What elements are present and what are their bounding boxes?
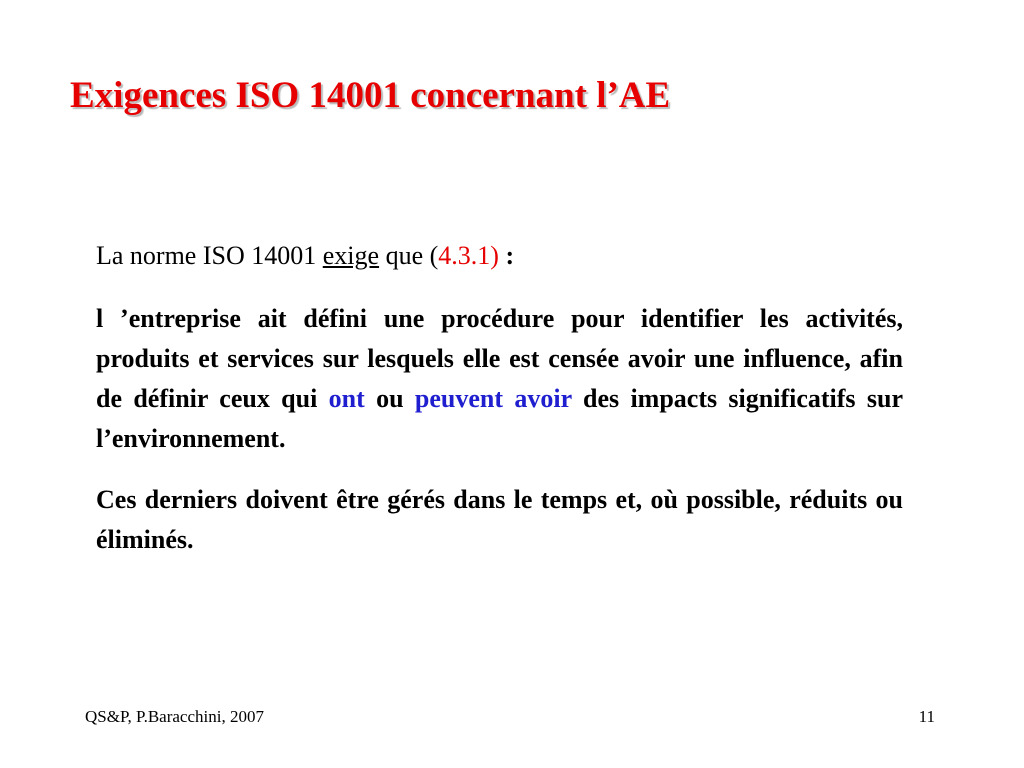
paragraph-requirement [96,299,903,459]
intro-lead: La norme ISO 14001 [96,241,323,270]
intro-middle: que ( [379,241,439,270]
paragraph-1-text-a: l ’entreprise ait défini une procédure pour identifier les activités, produits et services sur lesquels elle est censée avoir une influence, afin de définir ceux qui [96,304,903,413]
paragraph-management: Ces derniers doivent être gérés dans le temps et, où possible, réduits ou éliminés. [96,485,903,554]
paragraph-1-highlight-ont: ont [328,384,365,413]
paragraph-1-text-b: ou [364,384,415,413]
paragraph-1-text-c: des impacts significatifs sur l’environnement. [96,384,903,453]
paragraph-1-highlight-peuvent-avoir: peuvent avoir [414,384,572,413]
footer-credit: QS&P, P.Baracchini, 2007 [85,707,264,726]
page-number: 11 [918,707,935,726]
slide-title: Exigences ISO 14001 concernant l’AE [70,75,671,116]
intro-colon: : [505,241,515,270]
intro-underlined-word: exige [322,241,380,270]
intro-reference: 4.3.1) [438,241,499,270]
intro-line [96,236,903,276]
slide-content [96,236,903,560]
